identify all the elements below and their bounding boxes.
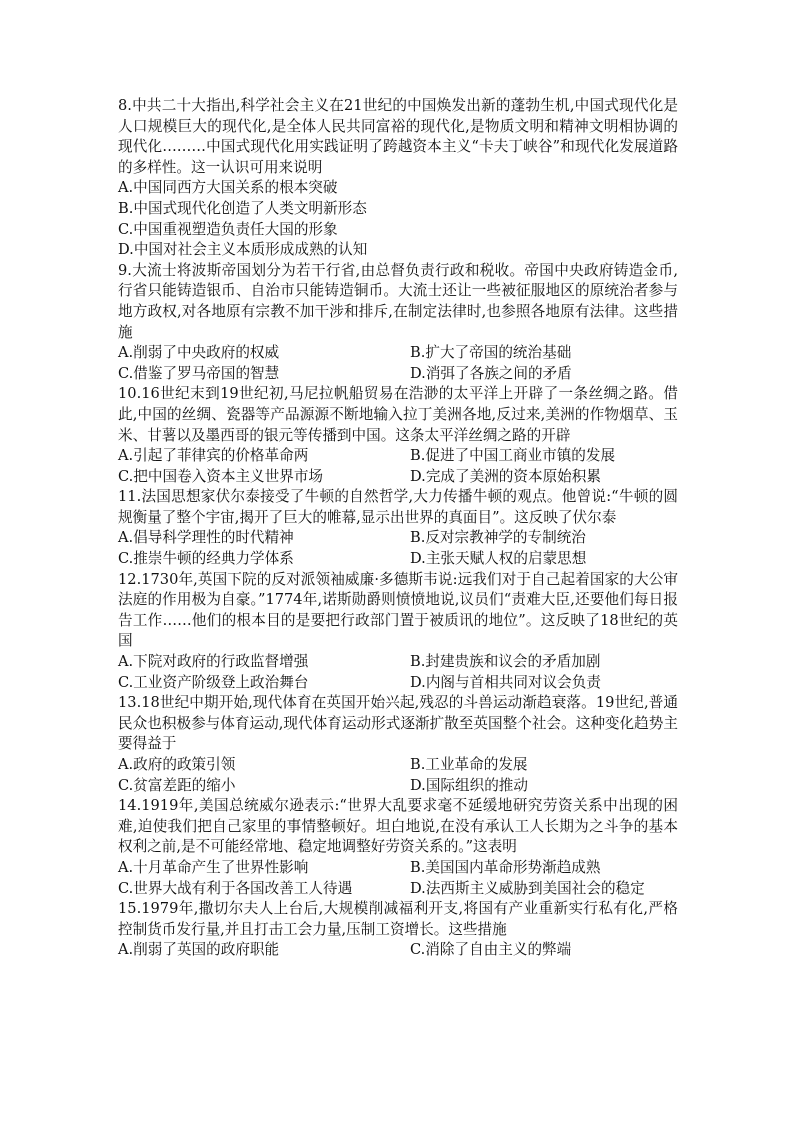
option-a: A.削弱了中央政府的权威 xyxy=(118,344,280,362)
question-13 xyxy=(118,693,678,796)
options-row xyxy=(118,364,678,385)
options-row xyxy=(118,879,678,900)
option-a: A.削弱了英国的政府职能 xyxy=(118,941,280,959)
question-15 xyxy=(118,899,678,961)
option-d: D.法西斯主义威胁到美国社会的稳定 xyxy=(410,879,645,897)
options-row xyxy=(118,755,678,776)
options-row xyxy=(118,528,678,549)
option-d: D.内阁与首相共同对议会负责 xyxy=(410,673,601,691)
option-d: D.国际组织的推动 xyxy=(410,776,528,794)
option-b: B.工业革命的发展 xyxy=(410,756,528,773)
option-b: B.扩大了帝国的统治基础 xyxy=(410,344,572,362)
option-a: A.政府的政策引领 xyxy=(118,756,236,773)
option-d: D.消弭了各族之间的矛盾 xyxy=(410,364,572,382)
question-12 xyxy=(118,570,678,694)
option-c: C.把中国卷入资本主义世界市场 xyxy=(118,467,324,485)
option-a: A.引起了菲律宾的价格革命两 xyxy=(118,447,309,465)
options-row xyxy=(118,776,678,797)
question-stem: 8.中共二十大指出,科学社会主义在21世纪的中国焕发出新的蓬勃生机,中国式现代化是人口规模巨大的现代化,是全体人民共同富裕的现代化,是物质文明和精神文明相协调的现代化………中国式现代化用实践证明了跨越资本主义“卡夫丁峡谷”和现代化发展道路的多样性。这一认识可用来说明 xyxy=(118,97,678,176)
option-c: C.世界大战有利于各国改善工人待遇 xyxy=(118,879,353,897)
option-b: B.美国国内革命形势渐趋成熟 xyxy=(410,858,601,876)
option-b: B.促进了中国工商业市镇的发展 xyxy=(410,447,616,465)
option-d: D.完成了美洲的资本原始积累 xyxy=(410,467,601,485)
question-8 xyxy=(118,96,678,261)
option-c: C.消除了自由主义的弊端 xyxy=(410,941,572,959)
question-10 xyxy=(118,384,678,487)
options-row xyxy=(118,673,678,694)
question-stem: 15.1979年,撒切尔夫人上台后,大规模削减福利开支,将国有产业重新实行私有化,严格控制货币发行量,并且打击工会力量,压制工资增长。这些措施 xyxy=(118,900,678,938)
question-stem: 12.1730年,英国下院的反对派领袖威廉·多德斯韦说:远我们对于自己起着国家的大公审法庭的作用极为自豪。”1774年,诺斯勋爵则愤愤地说,议员们“责难大臣,还要他们每日报告工作……他们的根本目的是要把行政部门置于被质讯的地位”。这反映了18世纪的英国 xyxy=(118,570,678,650)
question-stem: 13.18世纪中期开始,现代体育在英国开始兴起,残忍的斗兽运动渐趋衰落。19世纪,普通民众也积极参与体育运动,现代体育运动形式逐渐扩散至英国整个社会。这种变化趋势主要得益于 xyxy=(118,694,678,753)
option-c: C.推崇牛顿的经典力学体系 xyxy=(118,550,294,568)
options-row xyxy=(118,343,678,364)
option-a: A.倡导科学理性的时代精神 xyxy=(118,529,294,547)
question-list xyxy=(118,96,678,961)
option-b: B.封建贵族和议会的矛盾加剧 xyxy=(410,653,601,671)
option-b: B.反对宗教神学的专制统治 xyxy=(410,529,586,547)
options-row xyxy=(118,652,678,673)
option-c: C.贫富差距的缩小 xyxy=(118,776,236,794)
option-d: D.中国对社会主义本质形成成熟的认知 xyxy=(118,241,368,259)
options-row xyxy=(118,549,678,570)
option-d: D.主张天赋人权的启蒙思想 xyxy=(410,550,587,568)
options-row xyxy=(118,467,678,488)
options-row xyxy=(118,858,678,879)
option-c: C.工业资产阶级登上政治舞台 xyxy=(118,673,309,691)
options-row xyxy=(118,940,678,961)
question-9 xyxy=(118,261,678,385)
option-c: C.借鉴了罗马帝国的智慧 xyxy=(118,364,280,382)
question-11 xyxy=(118,487,678,569)
option-a: A.中国同西方大国关系的根本突破 xyxy=(118,179,338,197)
option-a: A.下院对政府的行政监督增强 xyxy=(118,653,309,671)
option-a: A.十月革命产生了世界性影响 xyxy=(118,858,309,876)
question-stem: 9.大流士将波斯帝国划分为若干行省,由总督负责行政和税收。帝国中央政府铸造金币,行省只能铸造银币、自治市只能铸造铜币。大流士还让一些被征服地区的原统治者参与地方政权,对各地原有宗教不加干涉和排斥,在制定法律时,也参照各地原有法律。这些措施 xyxy=(118,261,678,341)
question-stem: 10.16世纪末到19世纪初,马尼拉帆船贸易在浩渺的太平洋上开辟了一条丝绸之路。借此,中国的丝绸、瓷器等产品源源不断地输入拉丁美洲各地,反过来,美洲的作物烟草、玉米、甘薯以及墨西哥的银元等传播到中国。这条太平洋丝绸之路的开辟 xyxy=(118,385,678,444)
question-stem: 14.1919年,美国总统威尔逊表示:“世界大乱要求毫不延缓地研究劳资关系中出现的困难,迫使我们把自己家里的事情整顿好。坦白地说,在没有承认工人长期为之斗争的基本权利之前,是不可能经常地、稳定地调整好劳资关系的。”这表明 xyxy=(118,797,678,856)
question-stem: 11.法国思想家伏尔泰接受了牛顿的自然哲学,大力传播牛顿的观点。他曾说:“牛顿的圆规衡量了整个宇宙,揭开了巨大的帷幕,显示出世界的真面目”。这反映了伏尔泰 xyxy=(118,488,678,526)
question-14 xyxy=(118,796,678,899)
options-row xyxy=(118,446,678,467)
option-c: C.中国重视塑造负责任大国的形象 xyxy=(118,220,338,238)
option-b: B.中国式现代化创造了人类文明新形态 xyxy=(118,199,367,217)
